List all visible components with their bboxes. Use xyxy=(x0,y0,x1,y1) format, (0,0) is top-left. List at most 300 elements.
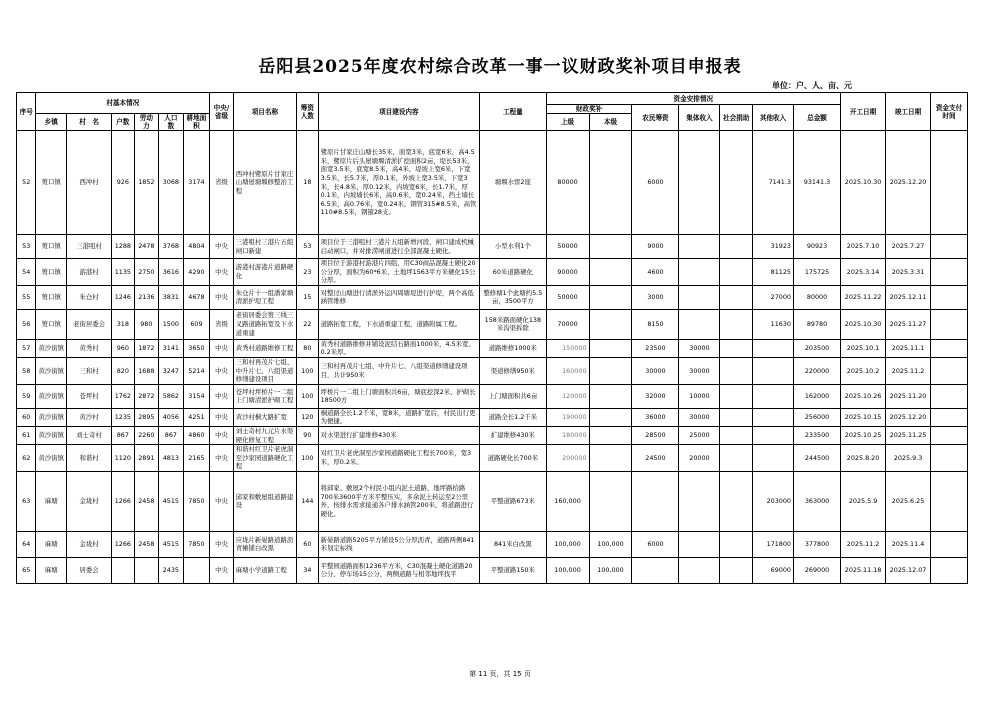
cell-content: 平整园道路面积1236平方米，C30混凝土硬化道路20公分，停车场15公分，两侧道路与相邻地坪找平 xyxy=(318,557,480,583)
cell-payment-time xyxy=(931,471,968,531)
table-row xyxy=(17,471,968,531)
cell-population: 867 xyxy=(159,426,184,444)
cell-seq: 55 xyxy=(17,285,36,309)
cell-local xyxy=(589,384,632,408)
header-farmer-raise: 农民筹资 xyxy=(632,105,679,131)
cell-donation xyxy=(720,445,753,472)
cell-level: 中央 xyxy=(210,408,234,426)
cell-farmland: 3650 xyxy=(183,339,210,357)
cell-people: 144 xyxy=(297,471,318,531)
cell-farmer-raise xyxy=(632,557,679,583)
cell-labor: 1852 xyxy=(134,131,159,235)
cell-donation xyxy=(720,131,753,235)
cell-end-date: 2025.3.31 xyxy=(886,259,931,286)
cell-other-income: 81125 xyxy=(753,259,794,286)
cell-other-income: 7141.3 xyxy=(753,131,794,235)
cell-households: 960 xyxy=(112,339,134,357)
cell-township: 黄沙街镇 xyxy=(36,408,67,426)
cell-township: 黄沙街镇 xyxy=(36,339,67,357)
cell-other-income xyxy=(753,426,794,444)
cell-start-date: 2025.7.10 xyxy=(841,235,886,259)
table-row xyxy=(17,339,968,357)
cell-farmer-raise: 9000 xyxy=(632,235,679,259)
cell-start-date: 2025.10.30 xyxy=(841,309,886,339)
cell-end-date: 2025.6.25 xyxy=(886,471,931,531)
cell-donation xyxy=(720,309,753,339)
cell-township: 黄沙街镇 xyxy=(36,426,67,444)
cell-labor: 2478 xyxy=(134,235,159,259)
cell-quantity: 道路维修1000米 xyxy=(480,339,546,357)
cell-donation xyxy=(720,259,753,286)
cell-content: 三和村再茂片七组、中升片七、八组渠道修缮建设项目，共计950米 xyxy=(318,357,480,384)
cell-local xyxy=(589,357,632,384)
cell-local xyxy=(589,471,632,531)
table-row xyxy=(17,131,968,235)
cell-total: 203500 xyxy=(793,339,840,357)
header-donation: 社会捐助 xyxy=(720,105,753,131)
cell-population: 4813 xyxy=(159,445,184,472)
cell-township: 黄沙街镇 xyxy=(36,384,67,408)
cell-project: 三港咀村三港片五组闸口新建 xyxy=(233,235,296,259)
cell-farmland: 3154 xyxy=(183,384,210,408)
cell-people: 100 xyxy=(297,445,318,472)
project-table xyxy=(16,92,968,584)
cell-payment-time xyxy=(931,384,968,408)
cell-households: 318 xyxy=(112,309,134,339)
cell-project: 西冲村鹭原片甘家庄山塘屋塘堰修整治工程 xyxy=(233,131,296,235)
cell-farmland xyxy=(183,557,210,583)
cell-collective xyxy=(679,285,720,309)
table-row xyxy=(17,309,968,339)
cell-upper: 180000 xyxy=(546,426,589,444)
cell-level: 中央 xyxy=(210,557,234,583)
cell-collective xyxy=(679,471,720,531)
cell-village: 三和村 xyxy=(67,357,112,384)
cell-population: 3247 xyxy=(159,357,184,384)
cell-quantity: 158米路面硬化138米沟渠拆除 xyxy=(480,309,546,339)
cell-level: 中央 xyxy=(210,445,234,472)
cell-local xyxy=(589,309,632,339)
table-row xyxy=(17,557,968,583)
cell-quantity: 道路硬化长700米 xyxy=(480,445,546,472)
cell-village: 和谐村 xyxy=(67,445,112,472)
cell-quantity: 塘堰水窖2座 xyxy=(480,131,546,235)
cell-project: 邱家和敷屋组道路建设 xyxy=(233,471,296,531)
cell-total: 89780 xyxy=(793,309,840,339)
header-raised-people: 筹资人数 xyxy=(297,93,318,131)
cell-labor xyxy=(134,557,159,583)
page-title: 岳阳县2025年度农村综合改革一事一议财政奖补项目申报表 xyxy=(258,57,742,77)
cell-quantity: 渠道修缮950米 xyxy=(480,357,546,384)
cell-upper: 120000 xyxy=(546,384,589,408)
header-payment-time: 资金支付时间 xyxy=(931,93,968,131)
cell-township: 篑口镇 xyxy=(36,235,67,259)
cell-content: 将邱家、敷屋2个村民小组内泥土道路、地坪路拾路700米3600平方米平整压实，多余泥土转运至2公里外，按排水需求接通各户排水涵管200米，将道路进行硬化。 xyxy=(318,471,480,531)
cell-seq: 56 xyxy=(17,309,36,339)
cell-content: 黄秀村道路维修并铺设泥结石路面1000米，4.5米宽、0.2米厚。 xyxy=(318,339,480,357)
cell-level: 中央 xyxy=(210,471,234,531)
cell-level: 中央 xyxy=(210,384,234,408)
cell-people: 23 xyxy=(297,259,318,286)
cell-donation xyxy=(720,408,753,426)
cell-end-date: 2025.12.11 xyxy=(886,285,931,309)
cell-township: 黄沙街镇 xyxy=(36,357,67,384)
cell-seq: 61 xyxy=(17,426,36,444)
cell-farmer-raise: 32000 xyxy=(632,384,679,408)
cell-content: 对红卫片老虎洞至沙家园道路硬化工程长700米，宽3米，厚0.2米。 xyxy=(318,445,480,472)
cell-village: 三港咀村 xyxy=(67,235,112,259)
cell-seq: 64 xyxy=(17,531,36,557)
cell-people: 18 xyxy=(297,131,318,235)
cell-donation xyxy=(720,471,753,531)
cell-farmland: 4678 xyxy=(183,285,210,309)
cell-donation xyxy=(720,285,753,309)
cell-end-date: 2025.12.20 xyxy=(886,131,931,235)
header-fiscal-award: 财政奖补 xyxy=(546,105,632,114)
cell-upper: 80000 xyxy=(546,131,589,235)
cell-upper: 160,000 xyxy=(546,471,589,531)
cell-quantity: 平整道路673米 xyxy=(480,471,546,531)
cell-upper: 90000 xyxy=(546,259,589,286)
cell-population: 4515 xyxy=(159,471,184,531)
cell-start-date: 2025.10.15 xyxy=(841,408,886,426)
cell-people: 100 xyxy=(297,384,318,408)
cell-project: 黄沙村桐大路扩宽 xyxy=(233,408,296,426)
cell-start-date: 2025.11.18 xyxy=(841,557,886,583)
cell-seq: 58 xyxy=(17,357,36,384)
cell-collective: 25000 xyxy=(679,426,720,444)
cell-farmland: 2165 xyxy=(183,445,210,472)
cell-start-date: 2025.10.1 xyxy=(841,339,886,357)
cell-other-income xyxy=(753,339,794,357)
cell-collective: 10000 xyxy=(679,384,720,408)
cell-end-date: 2025.11.1 xyxy=(886,339,931,357)
cell-upper: 190000 xyxy=(546,408,589,426)
cell-level: 省级 xyxy=(210,131,234,235)
cell-payment-time xyxy=(931,339,968,357)
cell-end-date: 2025.11.20 xyxy=(886,384,931,408)
cell-collective: 20000 xyxy=(679,445,720,472)
cell-labor: 980 xyxy=(134,309,159,339)
cell-end-date: 2025.11.25 xyxy=(886,426,931,444)
cell-seq: 53 xyxy=(17,235,36,259)
cell-upper: 200000 xyxy=(546,445,589,472)
cell-households: 1235 xyxy=(112,408,134,426)
cell-level: 中央 xyxy=(210,357,234,384)
cell-project: 麻塘小学道路工程 xyxy=(233,557,296,583)
cell-farmer-raise: 24500 xyxy=(632,445,679,472)
table-row xyxy=(17,408,968,426)
cell-households: 1266 xyxy=(112,471,134,531)
header-township: 乡镇 xyxy=(36,114,67,131)
cell-other-income: 27000 xyxy=(753,285,794,309)
cell-farmland: 5214 xyxy=(183,357,210,384)
header-village-name: 村 名 xyxy=(67,114,112,131)
cell-donation xyxy=(720,557,753,583)
cell-farmer-raise: 6000 xyxy=(632,531,679,557)
cell-quantity: 扩建维修430米 xyxy=(480,426,546,444)
header-quantity: 工程量 xyxy=(480,93,546,131)
cell-end-date: 2025.9.3 xyxy=(886,445,931,472)
cell-farmer-raise: 4600 xyxy=(632,259,679,286)
cell-village: 苍坪村 xyxy=(67,384,112,408)
cell-township: 篑口镇 xyxy=(36,309,67,339)
cell-households: 1135 xyxy=(112,259,134,286)
table-row xyxy=(17,285,968,309)
cell-township: 篑口镇 xyxy=(36,259,67,286)
cell-payment-time xyxy=(931,408,968,426)
cell-total: 377800 xyxy=(793,531,840,557)
header-central-provincial: 中央/省级 xyxy=(210,93,234,131)
header-village-basic: 村基本情况 xyxy=(36,93,210,114)
cell-collective: 30000 xyxy=(679,408,720,426)
header-end-date: 竣工日期 xyxy=(886,93,931,131)
cell-labor: 2458 xyxy=(134,531,159,557)
cell-local: 100,000 xyxy=(589,531,632,557)
cell-quantity: 整修塘1个此塘约5.5亩，3500平方 xyxy=(480,285,546,309)
cell-level: 中央 xyxy=(210,285,234,309)
cell-total: 256000 xyxy=(793,408,840,426)
cell-quantity: 平整道路150米 xyxy=(480,557,546,583)
cell-other-income xyxy=(753,445,794,472)
cell-village: 黄秀村 xyxy=(67,339,112,357)
cell-people: 90 xyxy=(297,426,318,444)
cell-start-date: 2025.10.25 xyxy=(841,426,886,444)
cell-township: 篑口镇 xyxy=(36,285,67,309)
cell-township: 篑口镇 xyxy=(36,131,67,235)
cell-total: 220000 xyxy=(793,357,840,384)
header-labor: 劳动力 xyxy=(134,114,159,131)
cell-farmland: 7850 xyxy=(183,531,210,557)
cell-farmer-raise xyxy=(632,471,679,531)
cell-labor: 2136 xyxy=(134,285,159,309)
cell-project: 朱仓片十一组潘家塘清淤护堤工程 xyxy=(233,285,296,309)
cell-quantity: 上门塘面积共6亩 xyxy=(480,384,546,408)
cell-farmer-raise: 8150 xyxy=(632,309,679,339)
header-upper: 上级 xyxy=(546,114,589,131)
cell-total: 90923 xyxy=(793,235,840,259)
table-row xyxy=(17,445,968,472)
cell-local xyxy=(589,408,632,426)
cell-collective xyxy=(679,531,720,557)
cell-seq: 63 xyxy=(17,471,36,531)
cell-village: 黄沙村 xyxy=(67,408,112,426)
cell-village: 朱仓村 xyxy=(67,285,112,309)
header-other-income: 其他收入 xyxy=(753,105,794,131)
cell-local xyxy=(589,235,632,259)
cell-project: 三和村再茂片七组、中升片七、八组渠道修缮建设项目 xyxy=(233,357,296,384)
cell-content: 鹭原片甘家庄山塘长35米，面宽3米，底宽6米，高4.5米，鹭原片后头屋塘堰清淤扩挖面积2亩，堤长53米，面宽3.5米，底宽8.5米，高4米，堤坡上宽6米，下宽3.5米，长5.7米，厚0.1米，外坡上宽3.5米，下宽3米，长4.8米，厚0.12米，内坡宽6米，长1.7米，厚0.1米，内坡墙长6米，高0.6米，宽0.24米，挡土墙长6.5米，高0.76米，宽0.24米，钢管315#8.5米，高管110#8.5米，钢箍28支。 xyxy=(318,131,480,235)
cell-total: 175725 xyxy=(793,259,840,286)
cell-upper: 150000 xyxy=(546,339,589,357)
cell-level: 中央 xyxy=(210,531,234,557)
table-row xyxy=(17,357,968,384)
cell-farmland: 4251 xyxy=(183,408,210,426)
cell-labor: 2895 xyxy=(134,408,159,426)
cell-seq: 54 xyxy=(17,259,36,286)
cell-end-date: 2025.12.07 xyxy=(886,557,931,583)
cell-households: 867 xyxy=(112,426,134,444)
table-body xyxy=(17,131,968,584)
cell-people: 100 xyxy=(297,357,318,384)
cell-farmland: 4804 xyxy=(183,235,210,259)
cell-farmer-raise: 3000 xyxy=(632,285,679,309)
cell-labor: 2750 xyxy=(134,259,159,286)
cell-farmland: 4290 xyxy=(183,259,210,286)
header-funding: 资金安排情况 xyxy=(546,93,840,105)
cell-project: 游港村游港片道路硬化 xyxy=(233,259,296,286)
cell-collective xyxy=(679,259,720,286)
cell-upper: 50000 xyxy=(546,285,589,309)
cell-farmer-raise: 28500 xyxy=(632,426,679,444)
cell-labor: 2458 xyxy=(134,471,159,531)
cell-labor: 2891 xyxy=(134,445,159,472)
cell-village: 金垅村 xyxy=(67,471,112,531)
cell-content: 对水渠进行扩建维修430米 xyxy=(318,426,480,444)
cell-project: 刘士奇村九元片水渠硬化修复工程 xyxy=(233,426,296,444)
cell-payment-time xyxy=(931,557,968,583)
cell-collective xyxy=(679,235,720,259)
cell-collective xyxy=(679,309,720,339)
cell-payment-time xyxy=(931,285,968,309)
header-seq: 序号 xyxy=(17,93,36,131)
table-row xyxy=(17,426,968,444)
cell-people: 15 xyxy=(297,285,318,309)
cell-population: 2435 xyxy=(159,557,184,583)
header-start-date: 开工日期 xyxy=(841,93,886,131)
cell-households: 926 xyxy=(112,131,134,235)
cell-population: 3831 xyxy=(159,285,184,309)
cell-farmland: 3174 xyxy=(183,131,210,235)
cell-households: 820 xyxy=(112,357,134,384)
cell-donation xyxy=(720,339,753,357)
cell-start-date: 2025.11.2 xyxy=(841,531,886,557)
cell-level: 中央 xyxy=(210,426,234,444)
cell-project: 黄秀村道路维修工程 xyxy=(233,339,296,357)
cell-people: 60 xyxy=(297,531,318,557)
cell-households xyxy=(112,557,134,583)
cell-total: 269000 xyxy=(793,557,840,583)
cell-other-income: 171800 xyxy=(753,531,794,557)
cell-seq: 62 xyxy=(17,445,36,472)
cell-other-income xyxy=(753,384,794,408)
cell-other-income: 11630 xyxy=(753,309,794,339)
cell-payment-time xyxy=(931,235,968,259)
cell-level: 中央 xyxy=(210,235,234,259)
cell-township: 麻塘 xyxy=(36,531,67,557)
cell-population: 4056 xyxy=(159,408,184,426)
cell-population: 4515 xyxy=(159,531,184,557)
cell-content: 道路拓宽工程，下水道重建工程，道路附属工程。 xyxy=(318,309,480,339)
cell-population: 3068 xyxy=(159,131,184,235)
cell-population: 3768 xyxy=(159,235,184,259)
cell-total: 244500 xyxy=(793,445,840,472)
cell-local xyxy=(589,339,632,357)
cell-donation xyxy=(720,235,753,259)
cell-other-income: 31923 xyxy=(753,235,794,259)
cell-payment-time xyxy=(931,357,968,384)
cell-total: 80000 xyxy=(793,285,840,309)
header-population: 人口数 xyxy=(159,114,184,131)
table-row xyxy=(17,384,968,408)
table-row xyxy=(17,531,968,557)
header-farmland: 耕地面积 xyxy=(183,114,210,131)
cell-seq: 60 xyxy=(17,408,36,426)
cell-total: 363000 xyxy=(793,471,840,531)
cell-project: 应垅片新晏路道路沥青摊铺白改黑 xyxy=(233,531,296,557)
cell-total: 162000 xyxy=(793,384,840,408)
cell-farmland: 609 xyxy=(183,309,210,339)
cell-quantity: 道路全长1.2千米 xyxy=(480,408,546,426)
cell-payment-time xyxy=(931,259,968,286)
cell-quantity: 841米白改黑 xyxy=(480,531,546,557)
cell-payment-time xyxy=(931,426,968,444)
cell-labor: 1872 xyxy=(134,339,159,357)
cell-upper: 50000 xyxy=(546,235,589,259)
unit-note: 单位：户、人、亩、元 xyxy=(772,81,852,90)
cell-content: 项目位于三港咀村三港片五组新增河段，闸口建成机械启动闸口，并对排涝闸道进行全部混凝土硬化。 xyxy=(318,235,480,259)
cell-payment-time xyxy=(931,131,968,235)
header-households: 户数 xyxy=(112,114,134,131)
cell-households: 1288 xyxy=(112,235,134,259)
cell-upper: 100,000 xyxy=(546,531,589,557)
cell-other-income: 69000 xyxy=(753,557,794,583)
cell-project: 和谐村红卫片老虎洞至沙家园道路硬化工程 xyxy=(233,445,296,472)
cell-collective xyxy=(679,131,720,235)
cell-farmer-raise: 6000 xyxy=(632,131,679,235)
cell-farmer-raise: 36000 xyxy=(632,408,679,426)
cell-total: 93141.3 xyxy=(793,131,840,235)
cell-households: 1246 xyxy=(112,285,134,309)
cell-local xyxy=(589,131,632,235)
header-local: 本级 xyxy=(589,114,632,131)
cell-content: 桐道路全长1.2千米，宽8米，道路扩宽后，村民出行更为便捷。 xyxy=(318,408,480,426)
cell-level: 省级 xyxy=(210,309,234,339)
table-row xyxy=(17,235,968,259)
cell-content: 坪桥片一二组上门塘面积共6亩，塘底挖深2米、护砌长18500方 xyxy=(318,384,480,408)
cell-start-date: 2025.10.2 xyxy=(841,357,886,384)
header-total: 总金额 xyxy=(793,105,840,131)
cell-labor: 2872 xyxy=(134,384,159,408)
cell-start-date: 2025.8.20 xyxy=(841,445,886,472)
cell-township: 黄沙街镇 xyxy=(36,445,67,472)
table-row xyxy=(17,259,968,286)
cell-labor: 1688 xyxy=(134,357,159,384)
cell-local: 100,000 xyxy=(589,557,632,583)
cell-households: 1266 xyxy=(112,531,134,557)
cell-seq: 59 xyxy=(17,384,36,408)
cell-content: 新晏路道路5205平方铺设5公分厚沥青，道路两侧841米划定标线 xyxy=(318,531,480,557)
cell-population: 3616 xyxy=(159,259,184,286)
cell-start-date: 2025.10.30 xyxy=(841,131,886,235)
cell-township: 麻塘 xyxy=(36,471,67,531)
cell-project: 苍坪村坪桥片一二组上门塘清淤护砌工程 xyxy=(233,384,296,408)
cell-village: 老街居委会 xyxy=(67,309,112,339)
cell-end-date: 2025.7.27 xyxy=(886,235,931,259)
cell-local xyxy=(589,445,632,472)
cell-donation xyxy=(720,531,753,557)
cell-farmland: 4860 xyxy=(183,426,210,444)
cell-start-date: 2025.10.26 xyxy=(841,384,886,408)
cell-township: 麻塘 xyxy=(36,557,67,583)
cell-total: 233500 xyxy=(793,426,840,444)
cell-farmer-raise: 23500 xyxy=(632,339,679,357)
cell-people: 22 xyxy=(297,309,318,339)
cell-level: 中央 xyxy=(210,259,234,286)
header-collective: 集体收入 xyxy=(679,105,720,131)
header-project-name: 项目名称 xyxy=(233,93,296,131)
cell-quantity: 60米道路硬化 xyxy=(480,259,546,286)
